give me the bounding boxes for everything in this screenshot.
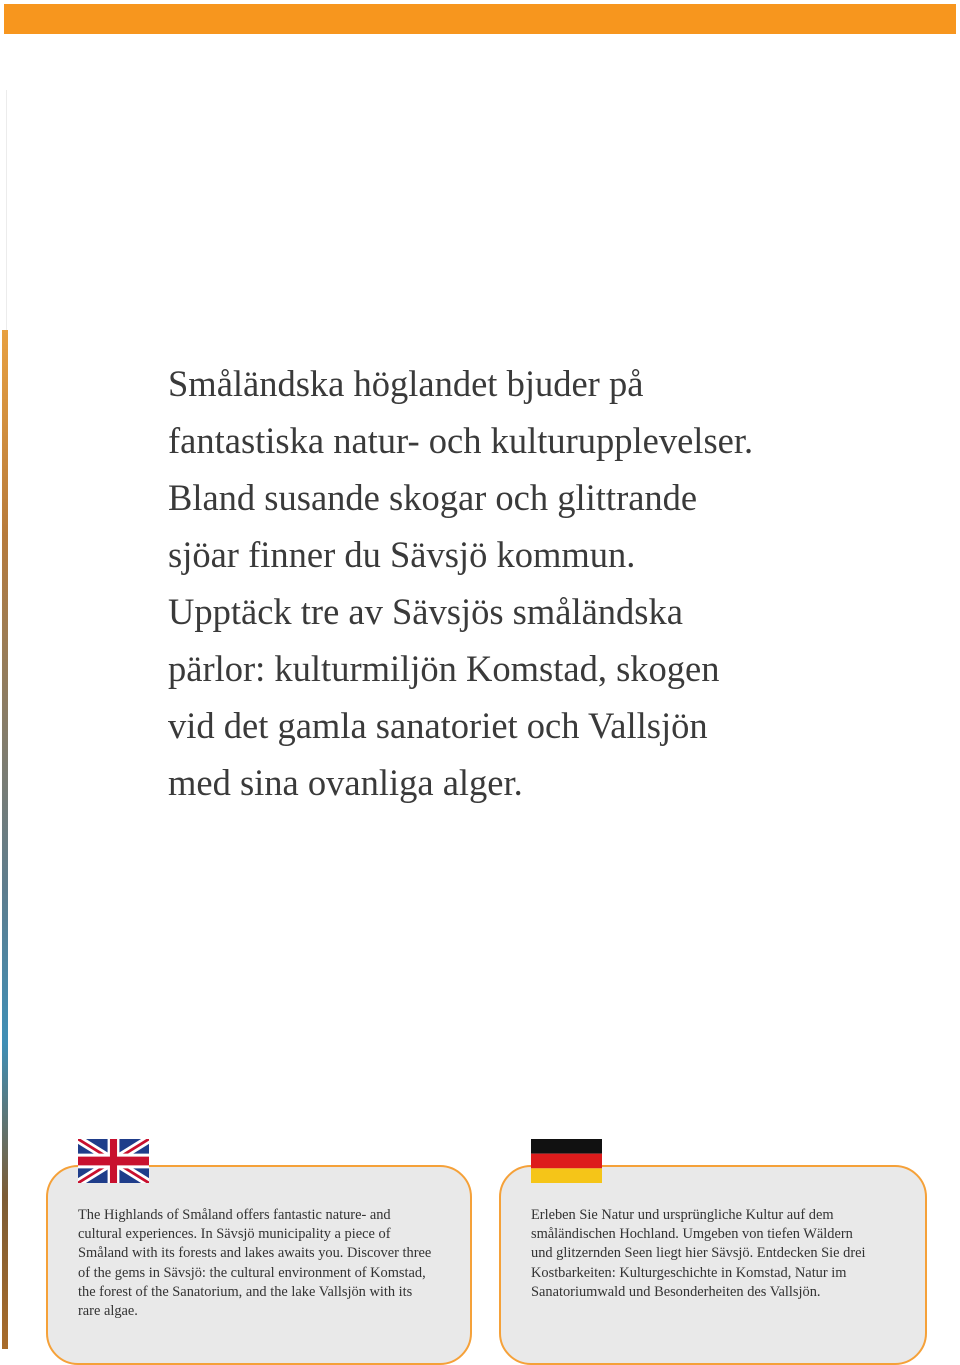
intro-line: pärlor: kulturmiljön Komstad, skogen <box>168 648 720 689</box>
page-edge-line <box>6 90 7 330</box>
english-line: rare algae. <box>78 1303 138 1320</box>
english-description <box>78 1206 431 1321</box>
intro-line: sjöar finner du Sävsjö kommun. <box>168 534 636 575</box>
uk-flag-icon <box>78 1139 149 1183</box>
intro-line: Bland susande skogar och glittrande <box>168 477 698 518</box>
english-line: The Highlands of Småland offers fantastic nature- and <box>78 1207 391 1223</box>
german-line: Erleben Sie Natur und ursprüngliche Kultur auf dem <box>531 1207 834 1223</box>
german-line: und glitzernden Seen liegt hier Sävsjö. Entdecken Sie drei <box>531 1245 866 1262</box>
german-flag-icon <box>531 1139 602 1183</box>
english-line: Småland with its forests and lakes awaits you. Discover three <box>78 1245 432 1262</box>
english-line: of the gems in Sävsjö: the cultural environment of Komstad, <box>78 1264 426 1281</box>
top-orange-bar <box>4 4 956 34</box>
intro-line: med sina ovanliga alger. <box>168 762 523 803</box>
intro-line: fantastiska natur- och kulturupplevelser. <box>168 420 754 461</box>
intro-line: Småländska höglandet bjuder på <box>168 363 644 404</box>
german-line: Sanatoriumwald und Besonderheiten des Vallsjön. <box>531 1283 821 1300</box>
german-description <box>531 1206 866 1302</box>
intro-line: vid det gamla sanatoriet och Vallsjön <box>168 705 708 746</box>
intro-line: Upptäck tre av Sävsjös småländska <box>168 591 683 632</box>
english-line: cultural experiences. In Sävsjö municipality a piece of <box>78 1226 391 1243</box>
german-line: småländischen Hochland. Umgeben von tiefen Wäldern <box>531 1226 853 1243</box>
german-line: Kostbarkeiten: Kulturgeschichte in Komstad, Natur im <box>531 1264 847 1281</box>
english-line: the forest of the Sanatorium, and the lake Vallsjön with its <box>78 1283 413 1300</box>
swedish-intro-text <box>168 355 868 811</box>
photo-edge-strip <box>2 330 8 1349</box>
